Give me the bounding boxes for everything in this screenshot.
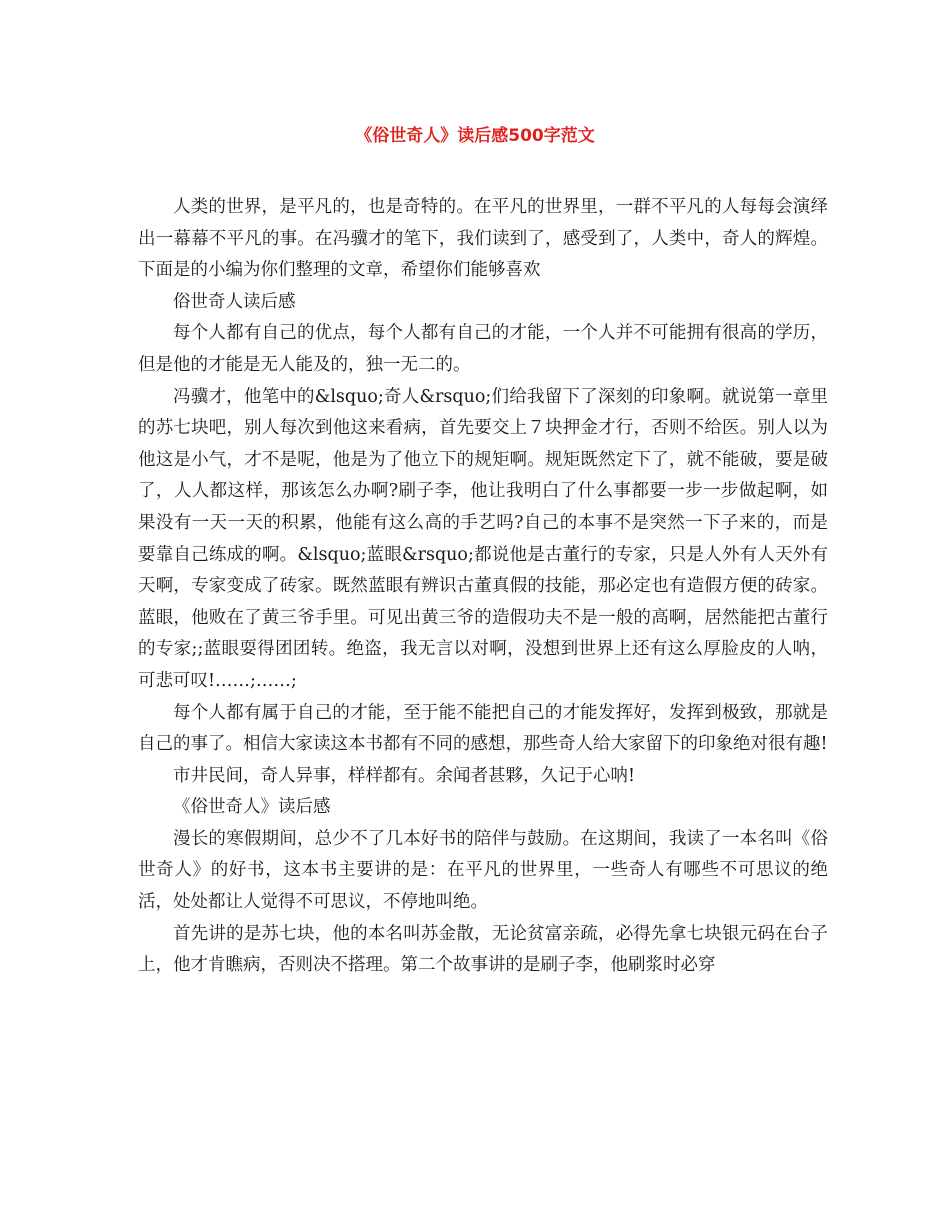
paragraph: 每个人都有自己的优点，每个人都有自己的才能，一个人并不可能拥有很高的学历，但是他的才能是无人能及的，独一无二的。 xyxy=(138,323,828,375)
paragraph: 市井民间，奇人异事，样样都有。余闻者甚夥，久记于心呐! xyxy=(173,765,636,786)
section-heading-1: 俗世奇人读后感 xyxy=(173,291,296,312)
document-body xyxy=(138,192,828,982)
paragraph: 首先讲的是苏七块，他的本名叫苏金散，无论贫富亲疏，必得先拿七块银元码在台子上，他才肯瞧病，否则决不搭理。第二个故事讲的是刷子李，他刷浆时必穿 xyxy=(138,923,828,976)
paragraph: 漫长的寒假期间，总少不了几本好书的陪伴与鼓励。在这期间，我读了一本名叫《俗世奇人》的好书，这本书主要讲的是：在平凡的世界里，一些奇人有哪些不可思议的绝活，处处都让人觉得不可思议，不停地叫绝。 xyxy=(138,828,828,913)
section-heading-2: 《俗世奇人》读后感 xyxy=(173,797,331,818)
paragraph: 每个人都有属于自己的才能，至于能不能把自己的才能发挥好，发挥到极致，那就是自己的事了。相信大家读这本书都有不同的感想，那些奇人给大家留下的印象绝对很有趣! xyxy=(138,702,828,755)
document-title: 《俗世奇人》读后感500字范文 xyxy=(355,126,595,146)
paragraph-intro: 人类的世界，是平凡的，也是奇特的。在平凡的世界里，一群不平凡的人每每会演绎出一幕幕不平凡的事。在冯骥才的笔下，我们读到了，感受到了，人类中，奇人的辉煌。下面是的小编为你们整理的文章，希望你们能够喜欢 xyxy=(138,197,828,281)
paragraph: 冯骥才，他笔中的&lsquo;奇人&rsquo;们给我留下了深刻的印象啊。就说第一章里的苏七块吧，别人每次到他这来看病，首先要交上７块押金才行，否则不给医。别人以为他这是小气，才不是呢，他是为了他立下的规矩啊。规矩既然定下了，就不能破，要是破了，人人都这样，那该怎么办啊?刷子李，他让我明白了什么事都要一步一步做起啊，如果没有一天一天的积累，他能有这么高的手艺吗?自己的本事不是突然一下子来的，而是要靠自己练成的啊。&lsquo;蓝眼&rsquo;都说他是古董行的专家，只是人外有人天外有天啊，专家变成了砖家。既然蓝眼有辨识古董真假的技能，那必定也有造假方便的砖家。蓝眼，他败在了黄三爷手里。可见出黄三爷的造假功夫不是一般的高啊，居然能把古董行的专家;;蓝眼耍得团团转。绝盗，我无言以对啊，没想到世界上还有这么厚脸皮的人呐，可悲可叹!……;……; xyxy=(138,386,828,691)
